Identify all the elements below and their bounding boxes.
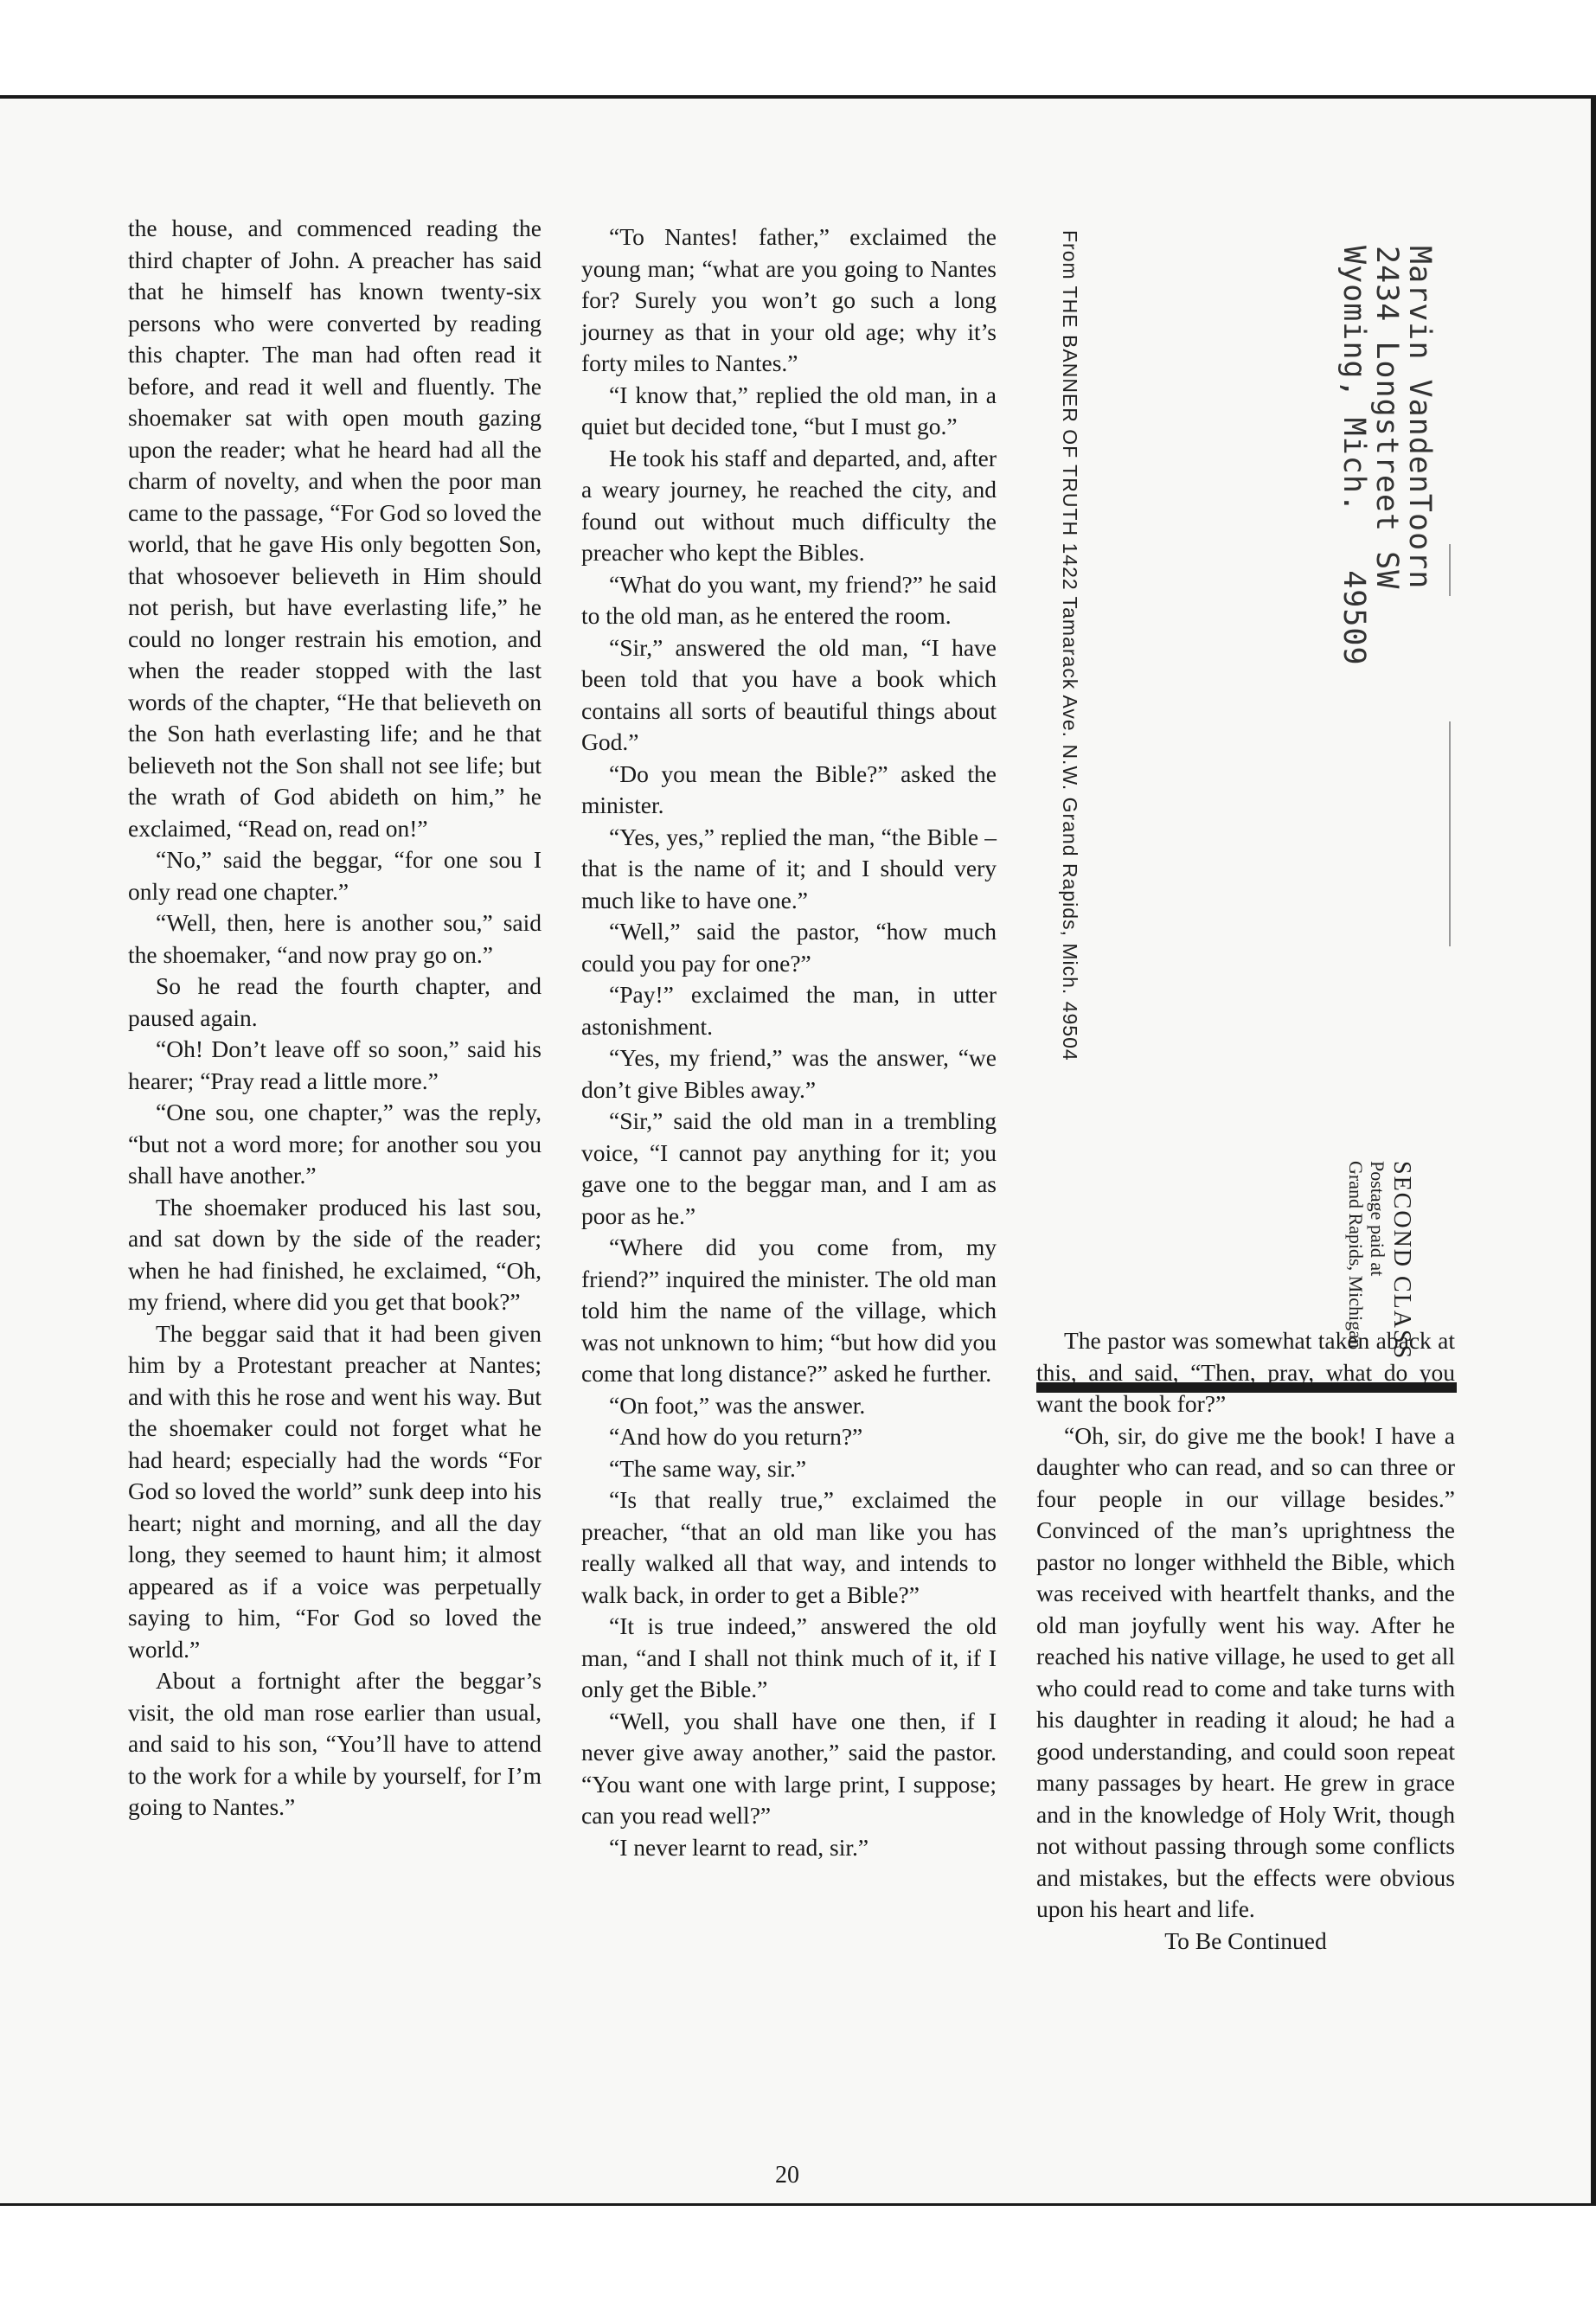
paragraph: “On foot,” was the answer.	[609, 1391, 866, 1419]
paragraph: About a fortnight after the beggar’s visit, the old man rose earlier than usual, and said to his son, “You’ll have to attend to the work for a while by yourself, for I’m going to Nantes.”	[128, 1667, 542, 1820]
page-number: 20	[775, 2162, 799, 2189]
article-column-1	[128, 213, 542, 1823]
paragraph: “Well,” said the pastor, “how much could you pay for one?”	[581, 918, 997, 977]
paragraph: the house, and commenced reading the third chapter of John. A preacher has said that he himself has known twenty-six persons who were converted by reading this chapter. The man had often read it before, and read it well and fluently. The shoemaker sat with open mouth gazing upon the reader; what he heard had all the charm of novelty, and when the poor man came to the passage, “For God so loved the world, that he gave His only begotten Son, that whosoever believeth in Him should not perish, but have everlasting life,” he could no longer restrain his emotion, and when the reader stopped with the last words of the chapter, “He that believeth on the Son hath everlasting life; and he that believeth not the Son shall not see life; but the wrath of God abideth on him,” he exclaimed, “Read on, read on!”	[128, 215, 542, 842]
paragraph: “No,” said the beggar, “for one sou I only read one chapter.”	[128, 846, 542, 905]
paragraph: “Do you mean the Bible?” asked the minister.	[581, 760, 997, 818]
paragraph: “Sir,” said the old man in a trembling voice, “I cannot pay anything for it; you gave one to the beggar man, and I am as poor as he.”	[581, 1107, 997, 1229]
article-column-2	[581, 221, 997, 1863]
to-be-continued: To Be Continued	[1164, 1926, 1327, 1954]
paragraph: “Oh, sir, do give me the book! I have a daughter who can read, and so can three or four people in our village besides.” Convinced of the man’s uprightness the pastor no longer withheld the Bible, which was received with heartfelt thanks, and the old man joyfully went his way. After he reached his native village, he used to get all who could read to come and take turns with his daughter in reading it aloud; he had a good understanding, and could soon repeat many passages by heart. He grew in grace and in the knowledge of Holy Writ, though not without passing through some conflicts and mistakes, but the effects were obvious upon his heart and life.	[1036, 1421, 1455, 1922]
postage-paid: Postage paid at	[1367, 1161, 1388, 1277]
paragraph: “Yes, my friend,” was the answer, “we don’t give Bibles away.”	[581, 1044, 997, 1103]
paragraph: The shoemaker produced his last sou, and sat down by the side of the reader; when he had finished, he exclaimed, “Oh, my friend, where did you get that book?”	[128, 1193, 542, 1315]
magazine-page	[0, 95, 1596, 2206]
return-address: From THE BANNER OF TRUTH 1422 Tamarack Ave. N.W. Grand Rapids, Mich. 49504	[1059, 230, 1081, 1061]
paragraph: “And how do you return?”	[609, 1423, 863, 1450]
paragraph: “Is that really true,” exclaimed the preacher, “that an old man like you has really walked all that way, and intends to walk back, in order to get a Bible?”	[581, 1486, 997, 1608]
paragraph: The pastor was somewhat taken aback at this, and said, “Then, pray, what do you want the book for?”	[1036, 1327, 1455, 1417]
paragraph: “I know that,” replied the old man, in a quiet but decided tone, “but I must go.”	[581, 381, 997, 439]
article-column-3	[1036, 1325, 1455, 1957]
paragraph: The beggar said that it had been given him by a Protestant preacher at Nantes; and with this he rose and went his way. But the shoemaker could not forget what he had heard; especially had the words “For God so loved the world” sunk deep into his heart; night and morning, and all the day long, they seemed to haunt him; it almost appeared as if a voice was perpetually saying to him, “For God so loved the world.”	[128, 1319, 542, 1663]
paragraph: “What do you want, my friend?” he said to the old man, as he entered the room.	[581, 570, 997, 629]
paragraph: “Pay!” exclaimed the man, in utter astonishment.	[581, 981, 997, 1040]
postage-location: Grand Rapids, Michigan	[1345, 1161, 1367, 1349]
paragraph: “The same way, sir.”	[609, 1454, 807, 1482]
label-divider	[1449, 721, 1451, 946]
paragraph: “To Nantes! father,” exclaimed the young man; “what are you going to Nantes for? Surely you won’t go such a long journey as that in your old age; why it’s forty miles to Nantes.”	[581, 223, 997, 376]
paragraph: “Where did you come from, my friend?” inquired the minister. The old man told him the name of the village, which was not unknown to him; “but how did you come that long distance?” asked he further.	[581, 1234, 997, 1387]
mailing-label	[1337, 246, 1436, 666]
paragraph: “Yes, yes,” replied the man, “the Bible – that is the name of it; and I should very much like to have one.”	[581, 823, 997, 913]
paragraph: “Oh! Don’t leave off so soon,” said his hearer; “Pray read a little more.”	[128, 1035, 542, 1094]
label-divider	[1449, 544, 1451, 596]
paragraph: So he read the fourth chapter, and paused again.	[128, 972, 542, 1031]
paragraph: “It is true indeed,” answered the old man, “and I shall not think much of it, if I only get the Bible.”	[581, 1612, 997, 1702]
mailing-label-street: 2434 Longstreet SW	[1369, 246, 1404, 590]
paragraph: “I never learnt to read, sir.”	[609, 1833, 869, 1861]
paragraph: “Well, then, here is another sou,” said the shoemaker, “and now pray go on.”	[128, 909, 542, 968]
mailing-label-city: Wyoming, Mich. 49509	[1336, 246, 1371, 666]
paragraph: He took his staff and departed, and, after a weary journey, he reached the city, and found out without much difficulty the preacher who kept the Bibles.	[581, 444, 997, 566]
paragraph: “Well, you shall have one then, if I never give away another,” said the pastor. “You want one with large print, I suppose; can you read well?”	[581, 1707, 997, 1829]
postage-class: SECOND CLASS	[1388, 1161, 1415, 1361]
mailing-label-name: Marvin VandenToorn	[1402, 246, 1437, 590]
paragraph: “One sou, one chapter,” was the reply, “but not a word more; for another sou you shall have another.”	[128, 1099, 542, 1189]
paragraph: “Sir,” answered the old man, “I have been told that you have a book which contains all sorts of beautiful things about God.”	[581, 633, 997, 755]
